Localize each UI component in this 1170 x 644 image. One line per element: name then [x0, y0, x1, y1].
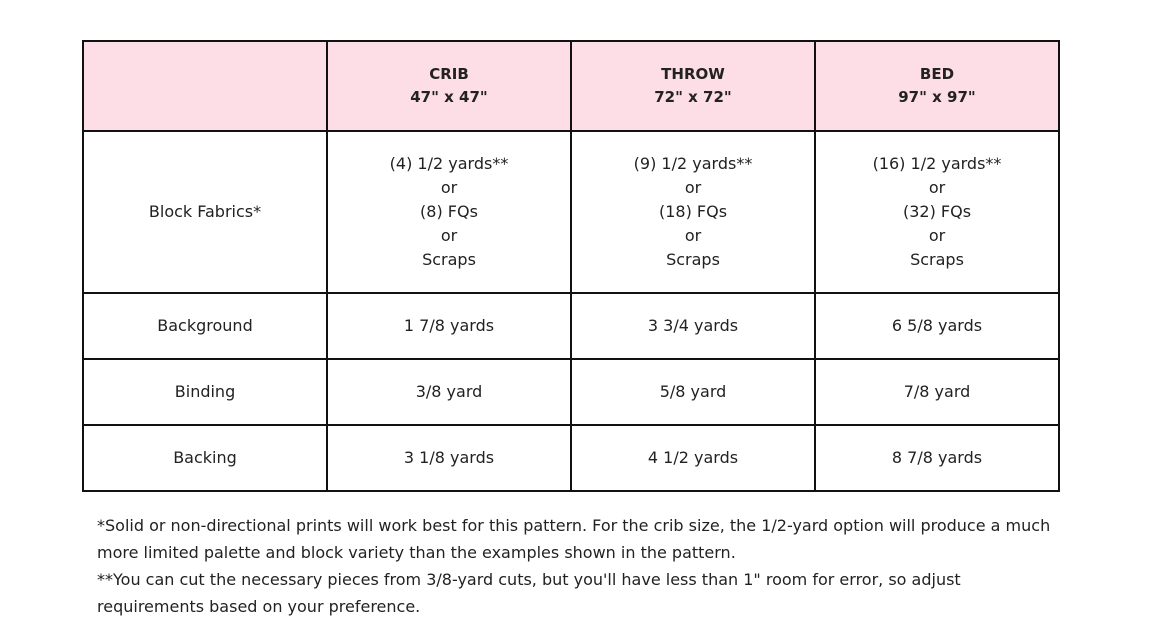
fabric-requirements-table-container — [82, 40, 1060, 492]
table-cell: 3 1/8 yards — [327, 425, 571, 491]
cell-line: or — [928, 178, 946, 197]
table-cell: 4 1/2 yards — [571, 425, 815, 491]
row-label: Background — [83, 293, 327, 359]
header-cell-crib — [327, 41, 571, 131]
row-label: Binding — [83, 359, 327, 425]
table-cell: 7/8 yard — [815, 359, 1059, 425]
table-row-background — [83, 293, 1059, 359]
cell-line: or — [440, 178, 458, 197]
cell-line: (18) FQs — [658, 202, 728, 221]
table-cell: 8 7/8 yards — [815, 425, 1059, 491]
table-row-block-fabrics — [83, 131, 1059, 293]
header-size-name: THROW — [661, 65, 725, 83]
row-label: Block Fabrics* — [83, 131, 327, 293]
table-cell: 6 5/8 yards — [815, 293, 1059, 359]
block-fabrics-cell-crib — [327, 131, 571, 293]
header-cell-throw — [571, 41, 815, 131]
row-label: Backing — [83, 425, 327, 491]
cell-line: or — [440, 226, 458, 245]
footnotes — [97, 512, 1057, 620]
cell-line: or — [684, 178, 702, 197]
cell-line: or — [928, 226, 946, 245]
header-corner-cell — [83, 41, 327, 131]
header-size-dimensions: 97" x 97" — [898, 88, 976, 106]
cell-line: Scraps — [910, 250, 964, 269]
header-row — [83, 41, 1059, 131]
cell-line: Scraps — [666, 250, 720, 269]
header-size-name: CRIB — [429, 65, 469, 83]
table-cell: 5/8 yard — [571, 359, 815, 425]
block-fabrics-cell-throw — [571, 131, 815, 293]
table-row-backing — [83, 425, 1059, 491]
cell-line: or — [684, 226, 702, 245]
table-cell: 3 3/4 yards — [571, 293, 815, 359]
fabric-requirements-table — [82, 40, 1060, 492]
header-size-dimensions: 47" x 47" — [410, 88, 488, 106]
block-fabrics-cell-bed — [815, 131, 1059, 293]
table-row-binding — [83, 359, 1059, 425]
cell-line: (8) FQs — [420, 202, 478, 221]
table-cell: 1 7/8 yards — [327, 293, 571, 359]
header-size-name: BED — [919, 65, 955, 83]
cell-line: Scraps — [422, 250, 476, 269]
header-cell-bed — [815, 41, 1059, 131]
table-cell: 3/8 yard — [327, 359, 571, 425]
footnote-cutting-note: **You can cut the necessary pieces from 3/8-yard cuts, but you'll have less than 1" room for error, so adjust requirements based on your preference. — [97, 570, 961, 616]
cell-line: (4) 1/2 yards** — [389, 154, 509, 173]
footnote-solid-prints: *Solid or non-directional prints will work best for this pattern. For the crib size, the 1/2-yard option will produce a much more limited palette and block variety than the examples shown in the pattern. — [97, 516, 1051, 562]
header-size-dimensions: 72" x 72" — [654, 88, 732, 106]
cell-line: (16) 1/2 yards** — [872, 154, 1002, 173]
cell-line: (32) FQs — [902, 202, 972, 221]
cell-line: (9) 1/2 yards** — [633, 154, 753, 173]
